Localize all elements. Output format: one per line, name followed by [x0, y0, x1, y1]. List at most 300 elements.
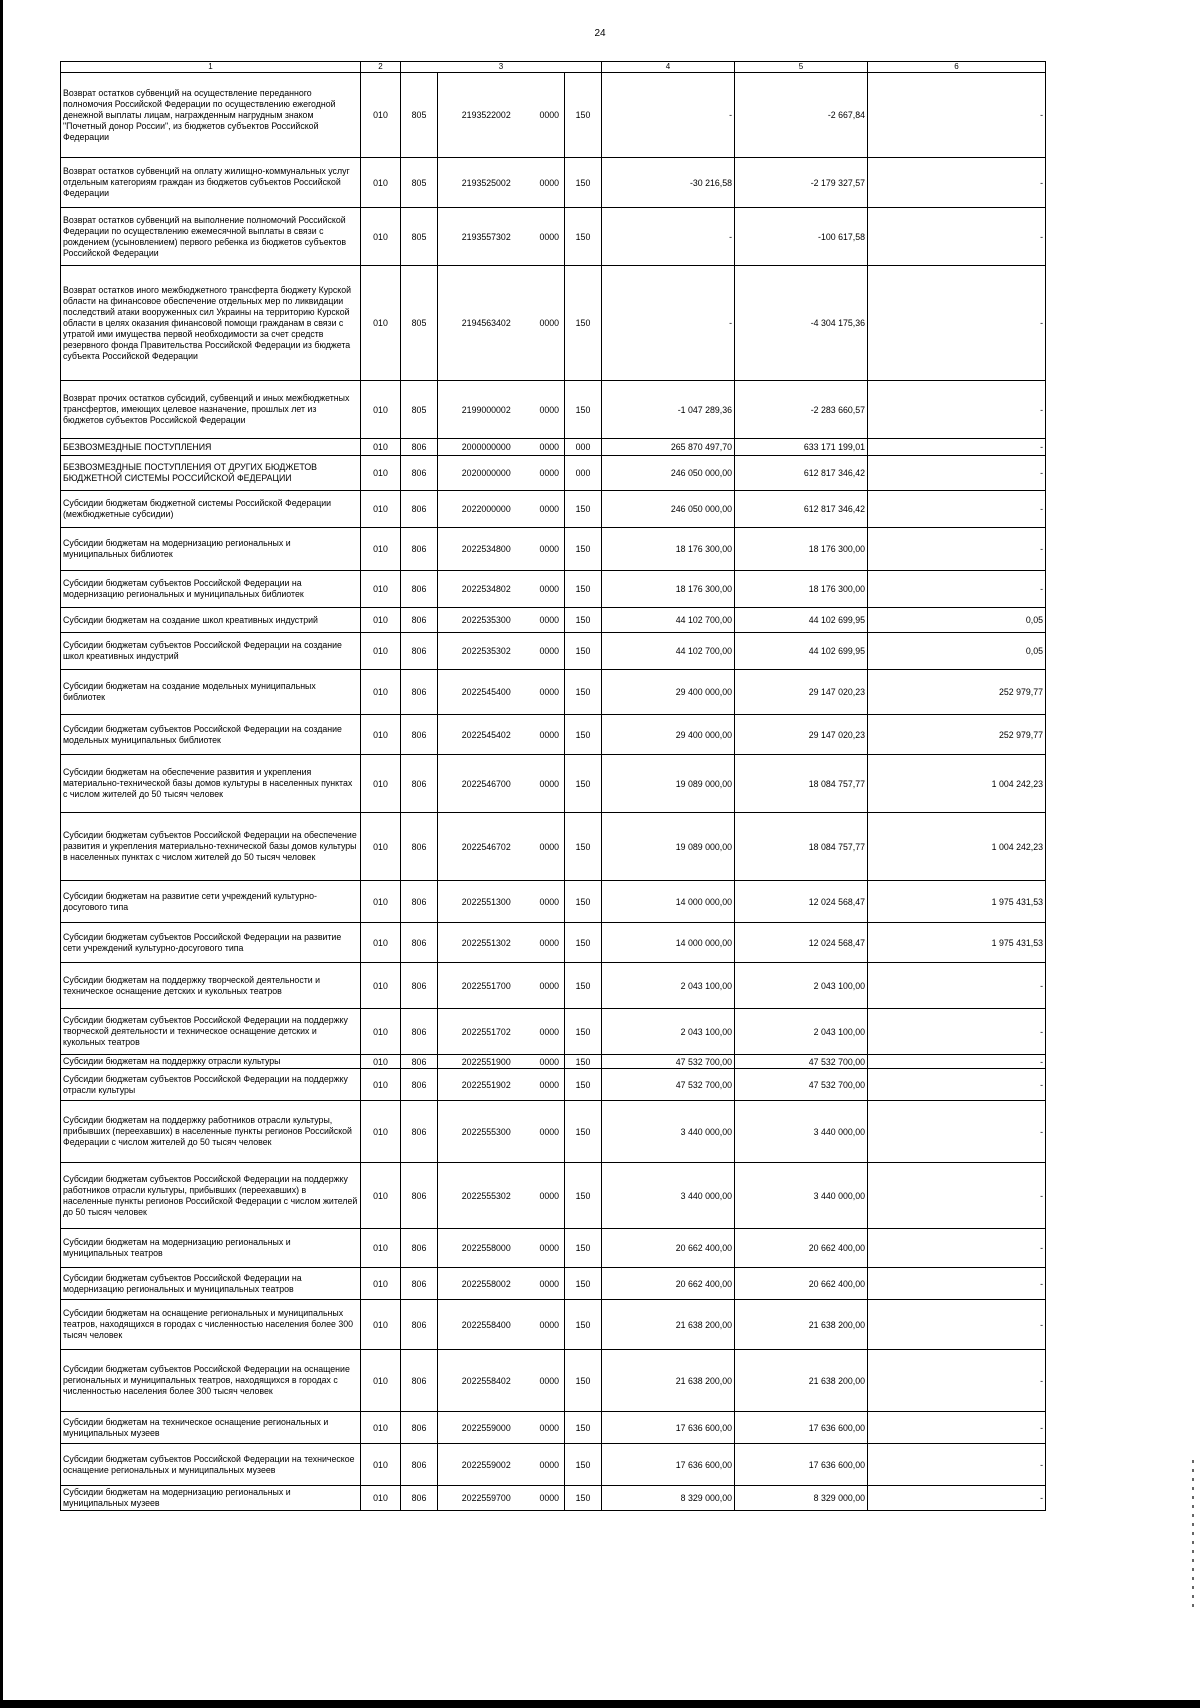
code-cell: 150 [565, 381, 602, 439]
amount-col4: 44 102 700,00 [602, 633, 735, 670]
table-row [61, 1055, 1046, 1069]
code-cell: 0000 [535, 381, 565, 439]
code-cell: 2194563402 [438, 266, 535, 381]
amount-col6: - [868, 1412, 1046, 1444]
column-header: 6 [868, 62, 1046, 73]
code-cell: 150 [565, 1268, 602, 1300]
code-cell: 2022551302 [438, 923, 535, 963]
code-cell: 010 [361, 670, 401, 715]
code-cell: 806 [401, 1009, 438, 1055]
code-cell: 010 [361, 1268, 401, 1300]
amount-col6: - [868, 1486, 1046, 1511]
amount-col5: -2 667,84 [735, 73, 868, 158]
amount-col5: 21 638 200,00 [735, 1350, 868, 1412]
row-name: Субсидии бюджетам субъектов Российской Федерации на обеспечение развития и укрепления материально-технической базы домов культуры в населенных пунктах с числом жителей до 50 тысяч человек [61, 813, 361, 881]
code-cell: 0000 [535, 1069, 565, 1101]
column-header-row [61, 62, 1046, 73]
code-cell: 010 [361, 755, 401, 813]
amount-col4: 2 043 100,00 [602, 963, 735, 1009]
code-cell: 2022558400 [438, 1300, 535, 1350]
code-cell: 2022559000 [438, 1412, 535, 1444]
amount-col5: 47 532 700,00 [735, 1069, 868, 1101]
row-name: Возврат остатков субвенций на осуществление переданного полномочия Российской Федерации по осуществлению ежегодной денежной выплаты лицам, награжденным нагрудным знаком "Почетный донор России", из бюджетов субъектов Российской Федерации [61, 73, 361, 158]
amount-col4: 44 102 700,00 [602, 608, 735, 633]
code-cell: 010 [361, 456, 401, 491]
amount-col5: 18 084 757,77 [735, 755, 868, 813]
amount-col6: 252 979,77 [868, 715, 1046, 755]
code-cell: 010 [361, 73, 401, 158]
code-cell: 010 [361, 633, 401, 670]
code-cell: 806 [401, 608, 438, 633]
code-cell: 150 [565, 633, 602, 670]
code-cell: 0000 [535, 813, 565, 881]
amount-col4: 17 636 600,00 [602, 1444, 735, 1486]
code-cell: 010 [361, 1350, 401, 1412]
code-cell: 0000 [535, 881, 565, 923]
code-cell: 150 [565, 528, 602, 571]
code-cell: 0000 [535, 633, 565, 670]
row-name: Субсидии бюджетам на модернизацию региональных и муниципальных театров [61, 1229, 361, 1268]
code-cell: 2193522002 [438, 73, 535, 158]
table-row [61, 923, 1046, 963]
code-cell: 010 [361, 571, 401, 608]
code-cell: 150 [565, 1444, 602, 1486]
code-cell: 2022545402 [438, 715, 535, 755]
row-name: Субсидии бюджетам бюджетной системы Российской Федерации (межбюджетные субсидии) [61, 491, 361, 528]
amount-col6: - [868, 1300, 1046, 1350]
code-cell: 2022534802 [438, 571, 535, 608]
row-name: Субсидии бюджетам на развитие сети учреждений культурно-досугового типа [61, 881, 361, 923]
amount-col6: - [868, 208, 1046, 266]
code-cell: 2020000000 [438, 456, 535, 491]
row-name: Субсидии бюджетам на поддержку отрасли культуры [61, 1055, 361, 1069]
amount-col6: - [868, 439, 1046, 456]
amount-col4: 20 662 400,00 [602, 1229, 735, 1268]
code-cell: 010 [361, 1009, 401, 1055]
amount-col6: - [868, 528, 1046, 571]
row-name: Субсидии бюджетам субъектов Российской Федерации на техническое оснащение региональных и муниципальных музеев [61, 1444, 361, 1486]
code-cell: 2022551700 [438, 963, 535, 1009]
code-cell: 150 [565, 158, 602, 208]
code-cell: 0000 [535, 1412, 565, 1444]
amount-col4: 246 050 000,00 [602, 491, 735, 528]
amount-col6: - [868, 963, 1046, 1009]
code-cell: 150 [565, 670, 602, 715]
amount-col4: 47 532 700,00 [602, 1055, 735, 1069]
row-name: Субсидии бюджетам на обеспечение развития и укрепления материально-технической базы домов культуры в населенных пунктах с числом жителей до 50 тысяч человек [61, 755, 361, 813]
amount-col6: 1 975 431,53 [868, 881, 1046, 923]
table-row [61, 1486, 1046, 1511]
budget-report-table [60, 61, 1046, 1511]
code-cell: 805 [401, 208, 438, 266]
code-cell: 2022551902 [438, 1069, 535, 1101]
column-header: 1 [61, 62, 361, 73]
row-name: Возврат остатков субвенций на оплату жилищно-коммунальных услуг отдельным категориям граждан из бюджетов субъектов Российской Федерации [61, 158, 361, 208]
amount-col4: 17 636 600,00 [602, 1412, 735, 1444]
amount-col4: 47 532 700,00 [602, 1069, 735, 1101]
amount-col4: 3 440 000,00 [602, 1163, 735, 1229]
code-cell: 150 [565, 208, 602, 266]
code-cell: 2022551702 [438, 1009, 535, 1055]
row-name: Возврат остатков иного межбюджетного трансферта бюджету Курской области на финансовое обеспечение отдельных мер по ликвидации последствий атаки вооруженных сил Украины на территорию Курской области в целях оказания финансовой помощи гражданам в связи с утратой ими имущества первой необходимости за счет средств резервного фонда Правительства Российской Федерации из бюджета субъекта Российской Федерации [61, 266, 361, 381]
code-cell: 150 [565, 73, 602, 158]
amount-col4: 246 050 000,00 [602, 456, 735, 491]
amount-col5: 29 147 020,23 [735, 715, 868, 755]
amount-col5: 17 636 600,00 [735, 1412, 868, 1444]
code-cell: 806 [401, 571, 438, 608]
code-cell: 010 [361, 1229, 401, 1268]
table-row [61, 1101, 1046, 1163]
row-name: БЕЗВОЗМЕЗДНЫЕ ПОСТУПЛЕНИЯ [61, 439, 361, 456]
code-cell: 150 [565, 266, 602, 381]
code-cell: 2022559002 [438, 1444, 535, 1486]
code-cell: 0000 [535, 608, 565, 633]
code-cell: 2022545400 [438, 670, 535, 715]
code-cell: 806 [401, 439, 438, 456]
code-cell: 806 [401, 715, 438, 755]
code-cell: 0000 [535, 670, 565, 715]
code-cell: 150 [565, 1412, 602, 1444]
amount-col5: 44 102 699,95 [735, 608, 868, 633]
code-cell: 2022558402 [438, 1350, 535, 1412]
amount-col5: 18 176 300,00 [735, 528, 868, 571]
amount-col6: - [868, 1163, 1046, 1229]
code-cell: 806 [401, 1444, 438, 1486]
row-name: Субсидии бюджетам субъектов Российской Федерации на создание модельных муниципальных библиотек [61, 715, 361, 755]
table-row [61, 1350, 1046, 1412]
amount-col4: 2 043 100,00 [602, 1009, 735, 1055]
amount-col6: - [868, 1055, 1046, 1069]
amount-col4: 20 662 400,00 [602, 1268, 735, 1300]
code-cell: 2022559700 [438, 1486, 535, 1511]
code-cell: 806 [401, 1101, 438, 1163]
amount-col6: - [868, 1009, 1046, 1055]
row-name: Субсидии бюджетам субъектов Российской Федерации на оснащение региональных и муниципальных театров, находящихся в городах с численностью населения более 300 тысяч человек [61, 1350, 361, 1412]
code-cell: 150 [565, 923, 602, 963]
code-cell: 010 [361, 1069, 401, 1101]
table-row [61, 813, 1046, 881]
code-cell: 806 [401, 1268, 438, 1300]
row-name: Возврат остатков субвенций на выполнение полномочий Российской Федерации по осуществлению ежемесячной выплаты в связи с рождением (усыновлением) первого ребенка из бюджетов субъектов Российской Федерации [61, 208, 361, 266]
code-cell: 0000 [535, 208, 565, 266]
table-row [61, 381, 1046, 439]
code-cell: 806 [401, 923, 438, 963]
row-name: Субсидии бюджетам на оснащение региональных и муниципальных театров, находящихся в городах с численностью населения более 300 тысяч человек [61, 1300, 361, 1350]
amount-col5: -100 617,58 [735, 208, 868, 266]
amount-col4: 14 000 000,00 [602, 881, 735, 923]
amount-col6: 0,05 [868, 608, 1046, 633]
code-cell: 806 [401, 1069, 438, 1101]
code-cell: 010 [361, 963, 401, 1009]
code-cell: 806 [401, 633, 438, 670]
table-row [61, 439, 1046, 456]
code-cell: 806 [401, 491, 438, 528]
column-header: 2 [361, 62, 401, 73]
table-row [61, 1412, 1046, 1444]
row-name: Субсидии бюджетам на модернизацию региональных и муниципальных музеев [61, 1486, 361, 1511]
code-cell: 010 [361, 381, 401, 439]
code-cell: 0000 [535, 491, 565, 528]
code-cell: 000 [565, 439, 602, 456]
code-cell: 0000 [535, 1486, 565, 1511]
column-header: 4 [602, 62, 735, 73]
code-cell: 010 [361, 208, 401, 266]
code-cell: 010 [361, 1300, 401, 1350]
amount-col6: - [868, 266, 1046, 381]
code-cell: 0000 [535, 266, 565, 381]
code-cell: 806 [401, 670, 438, 715]
code-cell: 2022546702 [438, 813, 535, 881]
amount-col6: 1 004 242,23 [868, 755, 1046, 813]
code-cell: 806 [401, 1350, 438, 1412]
amount-col6: - [868, 1444, 1046, 1486]
code-cell: 806 [401, 1055, 438, 1069]
amount-col5: 612 817 346,42 [735, 456, 868, 491]
amount-col4: 29 400 000,00 [602, 715, 735, 755]
amount-col4: 265 870 497,70 [602, 439, 735, 456]
code-cell: 150 [565, 715, 602, 755]
code-cell: 150 [565, 1101, 602, 1163]
amount-col5: -2 283 660,57 [735, 381, 868, 439]
code-cell: 806 [401, 1163, 438, 1229]
code-cell: 150 [565, 813, 602, 881]
code-cell: 0000 [535, 1350, 565, 1412]
amount-col5: -2 179 327,57 [735, 158, 868, 208]
code-cell: 010 [361, 1412, 401, 1444]
code-cell: 0000 [535, 456, 565, 491]
row-name: Субсидии бюджетам на поддержку творческой деятельности и техническое оснащение детских и кукольных театров [61, 963, 361, 1009]
code-cell: 2022535300 [438, 608, 535, 633]
amount-col6: - [868, 73, 1046, 158]
code-cell: 150 [565, 571, 602, 608]
table-row [61, 208, 1046, 266]
amount-col5: 612 817 346,42 [735, 491, 868, 528]
table-row [61, 1444, 1046, 1486]
amount-col4: 8 329 000,00 [602, 1486, 735, 1511]
amount-col6: 0,05 [868, 633, 1046, 670]
amount-col4: 21 638 200,00 [602, 1300, 735, 1350]
amount-col6: - [868, 571, 1046, 608]
code-cell: 2022551900 [438, 1055, 535, 1069]
table-row [61, 1163, 1046, 1229]
code-cell: 010 [361, 715, 401, 755]
code-cell: 2022000000 [438, 491, 535, 528]
amount-col6: - [868, 1350, 1046, 1412]
code-cell: 010 [361, 266, 401, 381]
code-cell: 805 [401, 381, 438, 439]
code-cell: 0000 [535, 158, 565, 208]
row-name: Субсидии бюджетам на техническое оснащение региональных и муниципальных музеев [61, 1412, 361, 1444]
code-cell: 150 [565, 1350, 602, 1412]
amount-col5: 2 043 100,00 [735, 1009, 868, 1055]
code-cell: 2022534800 [438, 528, 535, 571]
code-cell: 150 [565, 608, 602, 633]
table-row [61, 73, 1046, 158]
amount-col6: - [868, 456, 1046, 491]
scan-right-marks [1192, 1460, 1194, 1610]
amount-col5: 47 532 700,00 [735, 1055, 868, 1069]
code-cell: 806 [401, 813, 438, 881]
code-cell: 010 [361, 491, 401, 528]
amount-col4: 14 000 000,00 [602, 923, 735, 963]
amount-col6: - [868, 1268, 1046, 1300]
row-name: Субсидии бюджетам субъектов Российской Федерации на поддержку творческой деятельности и техническое оснащение детских и кукольных театров [61, 1009, 361, 1055]
code-cell: 150 [565, 1055, 602, 1069]
amount-col5: 17 636 600,00 [735, 1444, 868, 1486]
code-cell: 2199000002 [438, 381, 535, 439]
code-cell: 2022551300 [438, 881, 535, 923]
code-cell: 0000 [535, 1101, 565, 1163]
code-cell: 806 [401, 1229, 438, 1268]
amount-col5: 20 662 400,00 [735, 1268, 868, 1300]
code-cell: 805 [401, 73, 438, 158]
code-cell: 2022546700 [438, 755, 535, 813]
code-cell: 0000 [535, 528, 565, 571]
table-row [61, 266, 1046, 381]
code-cell: 0000 [535, 571, 565, 608]
scan-bottom-edge [0, 1700, 1200, 1708]
code-cell: 010 [361, 439, 401, 456]
amount-col4: - [602, 208, 735, 266]
amount-col5: 21 638 200,00 [735, 1300, 868, 1350]
amount-col5: 20 662 400,00 [735, 1229, 868, 1268]
code-cell: 2193525002 [438, 158, 535, 208]
code-cell: 2022558000 [438, 1229, 535, 1268]
amount-col5: 8 329 000,00 [735, 1486, 868, 1511]
code-cell: 150 [565, 1300, 602, 1350]
code-cell: 0000 [535, 1300, 565, 1350]
table-row [61, 571, 1046, 608]
table-row [61, 633, 1046, 670]
code-cell: 010 [361, 608, 401, 633]
code-cell: 150 [565, 491, 602, 528]
code-cell: 2000000000 [438, 439, 535, 456]
amount-col6: - [868, 158, 1046, 208]
code-cell: 150 [565, 1009, 602, 1055]
amount-col5: 3 440 000,00 [735, 1163, 868, 1229]
table-row [61, 608, 1046, 633]
table-row [61, 1069, 1046, 1101]
code-cell: 806 [401, 528, 438, 571]
code-cell: 010 [361, 158, 401, 208]
amount-col4: - [602, 266, 735, 381]
table-row [61, 456, 1046, 491]
amount-col5: 2 043 100,00 [735, 963, 868, 1009]
amount-col5: 633 171 199,01 [735, 439, 868, 456]
amount-col6: - [868, 1101, 1046, 1163]
code-cell: 0000 [535, 1229, 565, 1268]
amount-col6: 1 004 242,23 [868, 813, 1046, 881]
row-name: Субсидии бюджетам субъектов Российской Федерации на поддержку работников отрасли культуры, прибывших (переехавших) в населенные пункты регионов Российской Федерации с числом жителей до 50 тысяч человек [61, 1163, 361, 1229]
column-header: 5 [735, 62, 868, 73]
row-name: Субсидии бюджетам на модернизацию региональных и муниципальных библиотек [61, 528, 361, 571]
code-cell: 0000 [535, 963, 565, 1009]
table-row [61, 963, 1046, 1009]
row-name: Субсидии бюджетам субъектов Российской Федерации на модернизацию региональных и муниципальных библиотек [61, 571, 361, 608]
code-cell: 010 [361, 1444, 401, 1486]
code-cell: 0000 [535, 1268, 565, 1300]
amount-col5: 29 147 020,23 [735, 670, 868, 715]
table-row [61, 1229, 1046, 1268]
code-cell: 2022535302 [438, 633, 535, 670]
amount-col5: -4 304 175,36 [735, 266, 868, 381]
row-name: Субсидии бюджетам субъектов Российской Федерации на развитие сети учреждений культурно-досугового типа [61, 923, 361, 963]
row-name: Субсидии бюджетам на создание модельных муниципальных библиотек [61, 670, 361, 715]
code-cell: 806 [401, 755, 438, 813]
amount-col4: 19 089 000,00 [602, 755, 735, 813]
code-cell: 2022555302 [438, 1163, 535, 1229]
table-row [61, 881, 1046, 923]
code-cell: 010 [361, 813, 401, 881]
amount-col4: 18 176 300,00 [602, 571, 735, 608]
amount-col6: 1 975 431,53 [868, 923, 1046, 963]
table-row [61, 1268, 1046, 1300]
row-name: Субсидии бюджетам субъектов Российской Федерации на поддержку отрасли культуры [61, 1069, 361, 1101]
code-cell: 806 [401, 1486, 438, 1511]
code-cell: 0000 [535, 755, 565, 813]
table-row [61, 670, 1046, 715]
table-row [61, 491, 1046, 528]
amount-col4: 21 638 200,00 [602, 1350, 735, 1412]
column-header: 3 [401, 62, 602, 73]
code-cell: 150 [565, 755, 602, 813]
table-row [61, 1009, 1046, 1055]
code-cell: 150 [565, 963, 602, 1009]
code-cell: 0000 [535, 1163, 565, 1229]
amount-col4: -1 047 289,36 [602, 381, 735, 439]
code-cell: 000 [565, 456, 602, 491]
row-name: Возврат прочих остатков субсидий, субвенций и иных межбюджетных трансфертов, имеющих целевое назначение, прошлых лет из бюджетов субъектов Российской Федерации [61, 381, 361, 439]
code-cell: 805 [401, 266, 438, 381]
amount-col5: 12 024 568,47 [735, 923, 868, 963]
table-row [61, 715, 1046, 755]
code-cell: 0000 [535, 439, 565, 456]
amount-col6: - [868, 1229, 1046, 1268]
amount-col5: 18 176 300,00 [735, 571, 868, 608]
amount-col5: 44 102 699,95 [735, 633, 868, 670]
code-cell: 805 [401, 158, 438, 208]
row-name: Субсидии бюджетам субъектов Российской Федерации на создание школ креативных индустрий [61, 633, 361, 670]
code-cell: 0000 [535, 923, 565, 963]
code-cell: 0000 [535, 1444, 565, 1486]
code-cell: 010 [361, 1101, 401, 1163]
code-cell: 806 [401, 881, 438, 923]
amount-col4: 29 400 000,00 [602, 670, 735, 715]
code-cell: 806 [401, 963, 438, 1009]
amount-col6: - [868, 381, 1046, 439]
code-cell: 150 [565, 881, 602, 923]
code-cell: 2193557302 [438, 208, 535, 266]
amount-col4: -30 216,58 [602, 158, 735, 208]
code-cell: 010 [361, 1486, 401, 1511]
amount-col5: 12 024 568,47 [735, 881, 868, 923]
row-name: Субсидии бюджетам на поддержку работников отрасли культуры, прибывших (переехавших) в населенные пункты регионов Российской Федерации с числом жителей до 50 тысяч человек [61, 1101, 361, 1163]
amount-col6: 252 979,77 [868, 670, 1046, 715]
code-cell: 150 [565, 1486, 602, 1511]
code-cell: 010 [361, 881, 401, 923]
code-cell: 0000 [535, 73, 565, 158]
page-number: 24 [594, 28, 606, 39]
table-row [61, 158, 1046, 208]
row-name: БЕЗВОЗМЕЗДНЫЕ ПОСТУПЛЕНИЯ ОТ ДРУГИХ БЮДЖЕТОВ БЮДЖЕТНОЙ СИСТЕМЫ РОССИЙСКОЙ ФЕДЕРАЦИИ [61, 456, 361, 491]
code-cell: 010 [361, 528, 401, 571]
amount-col6: - [868, 491, 1046, 528]
code-cell: 010 [361, 1163, 401, 1229]
code-cell: 806 [401, 1300, 438, 1350]
code-cell: 806 [401, 1412, 438, 1444]
code-cell: 0000 [535, 715, 565, 755]
code-cell: 2022558002 [438, 1268, 535, 1300]
